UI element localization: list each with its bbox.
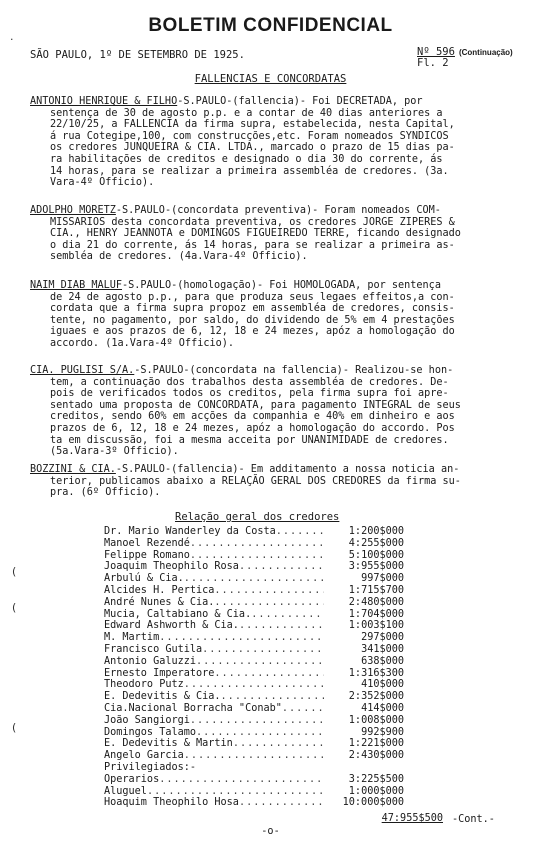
creditor-amount: 3:225$500 [348, 773, 404, 785]
creditor-row [104, 597, 404, 609]
creditor-name: Angelo Garcia [104, 750, 184, 762]
leader-dots [233, 738, 324, 750]
creditor-row [104, 703, 404, 715]
creditor-name: Mucia, Caltabiano & Cia. [104, 608, 252, 620]
leader-dots [147, 786, 324, 798]
leader-dots [196, 762, 324, 774]
leader-dots [196, 656, 324, 668]
creditor-amount: 1:200$000 [348, 526, 404, 537]
creditor-row [104, 691, 404, 703]
leader-dots [239, 797, 324, 809]
creditor-amount: 5:100$000 [348, 549, 404, 561]
creditor-row [104, 797, 404, 809]
creditor-row [104, 668, 404, 680]
continuation-label: (Continuação) [458, 48, 513, 57]
creditor-amount: 997$000 [361, 573, 404, 585]
margin-bracket-mark: ( [12, 601, 17, 614]
creditor-row [104, 679, 404, 691]
creditor-amount: 3:955$000 [348, 561, 404, 573]
leader-dots [184, 679, 324, 691]
creditor-amount: 1:316$300 [348, 667, 404, 679]
creditor-name: Manoel Rezendé [104, 537, 190, 549]
creditor-amount: 2:352$000 [348, 691, 404, 703]
creditor-row [104, 573, 404, 585]
leader-dots [196, 727, 324, 739]
margin-mark-dot: · [10, 33, 14, 46]
leader-dots [239, 620, 324, 632]
entry-firm-name: BOZZINI & CIA. [30, 464, 116, 475]
creditor-amount: 1:008$000 [348, 714, 404, 726]
creditor-name: Ernesto Imperatore [104, 667, 215, 679]
leader-dots [239, 561, 324, 573]
margin-bracket-mark: ( [12, 721, 17, 734]
leader-dots [214, 668, 324, 680]
creditor-amount: 414$000 [361, 702, 404, 714]
entry-firm-name: ANTONIO HENRIQUE & FILHO [30, 96, 178, 107]
creditor-name: Theodoro Putz [104, 679, 184, 691]
creditors-list [104, 526, 404, 809]
creditor-row [104, 526, 404, 538]
creditor-name: Aluguel [104, 785, 147, 797]
creditor-row [104, 715, 404, 727]
entry-firm-name: ADOLPHO MORETZ [30, 205, 116, 216]
creditor-name: Arbulú & Cia. [104, 573, 184, 585]
leader-dots [276, 526, 324, 538]
creditor-name: E. Dedevitis & Cia. [104, 691, 221, 703]
leader-dots [190, 538, 324, 550]
creditor-row [104, 632, 404, 644]
entry-adolpho-moretz: ADOLPHO MORETZ-S.PAULO-(concordata preventiva)- Foram nomeados COM- MISSARIOS desta concordata preventiva, os credores JORGE ZIPERES & CIA., HENRY JEANNOTA e DOMINGOS FIGUEIREDO TERRE, ficando designado o dia 21 do corrente, ás 14 horas, para se realizar a primeira as- sembléa de credores. (4a.Vara-4º Officio). [30, 205, 461, 263]
continued-label: -Cont.- [452, 814, 495, 825]
creditor-name: Operarios [104, 773, 160, 785]
creditor-row [104, 738, 404, 750]
leader-dots [159, 632, 324, 644]
creditors-list-title: Relação geral dos credores [175, 511, 340, 523]
creditor-name: João Sangiorgi [104, 714, 190, 726]
entry-firm-name: NAIM DIAB MALUF [30, 280, 123, 291]
creditor-amount: 1:221$000 [348, 738, 404, 750]
creditor-amount [324, 762, 404, 774]
creditor-name: Dr. Mario Wanderley da Costa [104, 526, 276, 537]
creditor-row [104, 561, 404, 573]
leader-dots [202, 644, 324, 656]
creditor-amount: 341$000 [361, 643, 404, 655]
leader-dots [214, 597, 324, 609]
footer-mark: -o- [261, 826, 280, 837]
creditor-name: Alcides H. Pertica [104, 584, 215, 596]
creditor-row [104, 538, 404, 550]
creditor-row [104, 774, 404, 786]
creditor-name: Cia.Nacional Borracha "Conab" [104, 702, 282, 714]
creditor-amount: 1:003$100 [348, 620, 404, 632]
creditors-total: 47:955$500 [381, 813, 443, 824]
creditor-name: Francisco Gutila [104, 643, 203, 655]
bulletin-title: BOLETIM CONFIDENCIAL [148, 15, 393, 36]
entry-antonio-henrique: ANTONIO HENRIQUE & FILHO-S.PAULO-(fallencia)- Foi DECRETADA, por sentença de 30 de agosto p.p. e a contar de 40 dias anteriores a 22/10/25, a FALLENCIA da firma supra, estabelecida, nesta Capital, á rua Cotegipe,100, com construcções,etc. Foram nomeados SYNDICOS os credores JUNQUEIRA & CIA. LTDA., marcado o prazo de 15 dias pa- ra habilitações de creditos e designado o dia 30 do corrente, ás 14 horas, para se realizar a primeira assembléa de credores. (3a. Vara-4º Officio). [30, 96, 455, 189]
creditor-row [104, 585, 404, 597]
creditor-name: Edward Ashworth & Cia. [104, 620, 239, 632]
creditor-amount: 992$900 [361, 726, 404, 738]
creditor-row [104, 727, 404, 739]
leader-dots [184, 750, 324, 762]
leader-dots [190, 715, 324, 727]
leader-dots [251, 609, 324, 621]
bulletin-number-block [417, 47, 513, 69]
bulletin-number: Nº 596 [417, 46, 455, 58]
creditor-amount: 638$000 [361, 655, 404, 667]
creditor-name: Privilegiados:- [104, 761, 197, 773]
section-title: FALLENCIAS E CONCORDATAS [194, 73, 347, 85]
creditor-name: Joaquim Theophilo Rosa [104, 561, 239, 573]
creditor-amount: 1:715$700 [348, 584, 404, 596]
leader-dots [190, 550, 324, 562]
creditor-amount: 10:000$000 [342, 797, 404, 809]
creditor-amount: 410$000 [361, 679, 404, 691]
creditor-row [104, 620, 404, 632]
creditor-name: M. Martim [104, 632, 160, 644]
entry-bozzini: BOZZINI & CIA.-S.PAULO-(fallencia)- Em additamento a nossa noticia an- terior, publicamos abaixo a RELAÇÃO GERAL DOS CREDORES da firma su- pra. (6º Officio). [30, 464, 461, 499]
sheet-number: Fl. 2 [417, 57, 449, 69]
date-line: SÃO PAULO, 1º DE SETEMBRO DE 1925. [30, 49, 245, 61]
entry-firm-name: CIA. PUGLISI S/A. [30, 365, 135, 376]
creditor-name: E. Dedevitis & Martin [104, 738, 233, 750]
creditor-amount: 2:430$000 [348, 750, 404, 762]
creditor-row [104, 656, 404, 668]
margin-bracket-mark: ( [12, 565, 17, 578]
creditor-amount: 1:704$000 [348, 608, 404, 620]
creditor-name: Domingos Talamo [104, 726, 197, 738]
leader-dots [221, 691, 324, 703]
creditor-row [104, 609, 404, 621]
creditor-amount: 297$000 [361, 632, 404, 644]
creditor-amount: 2:480$000 [348, 596, 404, 608]
leader-dots [159, 774, 324, 786]
leader-dots [184, 573, 324, 585]
entry-cia-puglisi: CIA. PUGLISI S/A.-S.PAULO-(concordata na fallencia)- Realizou-se hon- tem, a continuação dos trabalhos desta assembléa de credores. De- pois de verificados todos os creditos, pela firma supra foi apre- sentado uma proposta de CONCORDATA, para pagamento INTEGRAL de seus creditos, sendo 60% em acções da companhia e 40% em dinheiro e aos prazos de 6, 12, 18 e 24 mezes, apóz a homologação do accordo. Pos ta em discussão, foi a mesma acceita por UNANIMIDADE de credores. (5a.Vara-3º Officio). [30, 365, 461, 458]
creditor-row [104, 786, 404, 798]
entry-naim-diab-maluf: NAIM DIAB MALUF-S.PAULO-(homologação)- Foi HOMOLOGADA, por sentença de 24 de agosto p.p., para que produza seus legaes effeitos,a con- cordata que a firma supra propoz em assembléa de credores, consis- tente, no pagamento, por saldo, do dividendo de 5% em 4 prestações iguaes e aos prazos de 6, 12, 18 e 24 mezes, apóz a homologação do accordo. (1a.Vara-4º Officio). [30, 280, 455, 349]
leader-dots [214, 585, 324, 597]
creditor-row [104, 550, 404, 562]
creditor-name: Felippe Romano [104, 549, 190, 561]
leader-dots [282, 703, 324, 715]
creditor-name: Hoaquim Theophilo Hosa [104, 797, 239, 809]
creditor-row [104, 762, 404, 774]
creditor-name: André Nunes & Cia. [104, 596, 215, 608]
creditor-amount: 4:255$000 [348, 537, 404, 549]
creditor-row [104, 644, 404, 656]
creditor-amount: 1:000$000 [348, 785, 404, 797]
creditor-name: Antonio Galuzzi [104, 655, 197, 667]
creditor-row [104, 750, 404, 762]
